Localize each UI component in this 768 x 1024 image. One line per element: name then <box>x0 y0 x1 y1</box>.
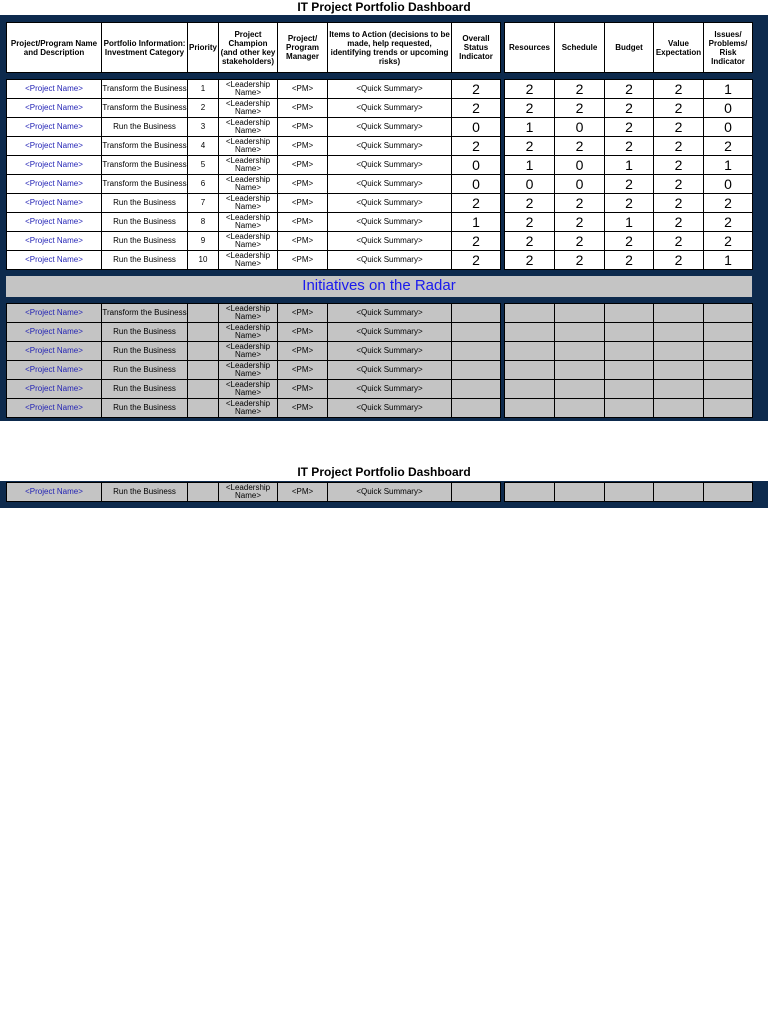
champion: <Leadership Name> <box>219 137 278 156</box>
col-header-value: Value Expectation <box>654 23 704 73</box>
resources-indicator: 2 <box>505 251 555 270</box>
col-header-resources: Resources <box>505 23 555 73</box>
issues-indicator <box>704 380 753 399</box>
project-name[interactable]: <Project Name> <box>7 342 102 361</box>
champion: <Leadership Name> <box>219 80 278 99</box>
overall-status <box>452 342 501 361</box>
program-manager: <PM> <box>278 232 328 251</box>
investment-category: Run the Business <box>102 323 188 342</box>
budget-indicator: 2 <box>605 251 654 270</box>
radar-row <box>7 342 753 361</box>
radar-title: Initiatives on the Radar <box>302 277 456 294</box>
project-name[interactable]: <Project Name> <box>7 399 102 418</box>
priority: 6 <box>188 175 219 194</box>
issues-indicator: 2 <box>704 194 753 213</box>
quick-summary: <Quick Summary> <box>328 137 452 156</box>
schedule-indicator <box>555 483 605 502</box>
issues-indicator: 1 <box>704 251 753 270</box>
budget-indicator: 2 <box>605 118 654 137</box>
value-indicator <box>654 483 704 502</box>
investment-category: Run the Business <box>102 380 188 399</box>
priority <box>188 399 219 418</box>
overall-status: 2 <box>452 194 501 213</box>
priority <box>188 483 219 502</box>
overall-status <box>452 361 501 380</box>
schedule-indicator <box>555 399 605 418</box>
issues-indicator: 2 <box>704 137 753 156</box>
col-header-priority: Priority <box>188 23 219 73</box>
overall-status: 0 <box>452 118 501 137</box>
champion: <Leadership Name> <box>219 342 278 361</box>
quick-summary: <Quick Summary> <box>328 175 452 194</box>
champion: <Leadership Name> <box>219 483 278 502</box>
overall-status: 2 <box>452 137 501 156</box>
overall-status <box>452 380 501 399</box>
priority: 4 <box>188 137 219 156</box>
issues-indicator: 1 <box>704 80 753 99</box>
resources-indicator <box>505 304 555 323</box>
investment-category: Transform the Business <box>102 99 188 118</box>
schedule-indicator <box>555 342 605 361</box>
resources-indicator: 2 <box>505 194 555 213</box>
value-indicator <box>654 342 704 361</box>
schedule-indicator: 2 <box>555 251 605 270</box>
priority <box>188 361 219 380</box>
resources-indicator <box>505 483 555 502</box>
resources-indicator <box>505 342 555 361</box>
radar-row <box>7 304 753 323</box>
program-manager: <PM> <box>278 323 328 342</box>
overall-status <box>452 323 501 342</box>
project-name[interactable]: <Project Name> <box>7 194 102 213</box>
table-row <box>7 213 753 232</box>
investment-category: Run the Business <box>102 361 188 380</box>
issues-indicator <box>704 361 753 380</box>
program-manager: <PM> <box>278 483 328 502</box>
value-indicator: 2 <box>654 137 704 156</box>
issues-indicator: 1 <box>704 156 753 175</box>
priority: 3 <box>188 118 219 137</box>
project-name[interactable]: <Project Name> <box>7 323 102 342</box>
issues-indicator: 0 <box>704 99 753 118</box>
overall-status: 2 <box>452 99 501 118</box>
investment-category: Transform the Business <box>102 137 188 156</box>
champion: <Leadership Name> <box>219 251 278 270</box>
priority <box>188 323 219 342</box>
program-manager: <PM> <box>278 304 328 323</box>
overall-status: 1 <box>452 213 501 232</box>
program-manager: <PM> <box>278 118 328 137</box>
champion: <Leadership Name> <box>219 175 278 194</box>
budget-indicator <box>605 399 654 418</box>
champion: <Leadership Name> <box>219 232 278 251</box>
budget-indicator: 2 <box>605 99 654 118</box>
col-header-overall: Overall Status Indicator <box>452 23 501 73</box>
budget-indicator: 2 <box>605 80 654 99</box>
col-header-category: Portfolio Information: Investment Category <box>102 23 188 73</box>
value-indicator <box>654 399 704 418</box>
champion: <Leadership Name> <box>219 156 278 175</box>
resources-indicator: 2 <box>505 232 555 251</box>
quick-summary: <Quick Summary> <box>328 194 452 213</box>
table-row <box>7 118 753 137</box>
budget-indicator: 1 <box>605 213 654 232</box>
issues-indicator <box>704 399 753 418</box>
project-name[interactable]: <Project Name> <box>7 213 102 232</box>
table-row <box>7 232 753 251</box>
budget-indicator <box>605 483 654 502</box>
champion: <Leadership Name> <box>219 194 278 213</box>
value-indicator: 2 <box>654 232 704 251</box>
value-indicator: 2 <box>654 194 704 213</box>
investment-category: Run the Business <box>102 194 188 213</box>
budget-indicator: 2 <box>605 175 654 194</box>
quick-summary: <Quick Summary> <box>328 80 452 99</box>
project-name[interactable]: <Project Name> <box>7 137 102 156</box>
quick-summary: <Quick Summary> <box>328 361 452 380</box>
schedule-indicator: 2 <box>555 213 605 232</box>
project-name[interactable]: <Project Name> <box>7 483 102 502</box>
overall-status: 2 <box>452 251 501 270</box>
project-name[interactable]: <Project Name> <box>7 304 102 323</box>
budget-indicator <box>605 342 654 361</box>
radar-row <box>7 399 753 418</box>
resources-indicator: 1 <box>505 156 555 175</box>
quick-summary: <Quick Summary> <box>328 99 452 118</box>
table-row <box>7 137 753 156</box>
page-title: IT Project Portfolio Dashboard <box>297 0 471 14</box>
project-name[interactable]: <Project Name> <box>7 361 102 380</box>
overall-status: 2 <box>452 80 501 99</box>
program-manager: <PM> <box>278 380 328 399</box>
value-indicator: 2 <box>654 175 704 194</box>
investment-category: Transform the Business <box>102 304 188 323</box>
budget-indicator: 2 <box>605 194 654 213</box>
radar-table <box>6 303 753 418</box>
champion: <Leadership Name> <box>219 323 278 342</box>
budget-indicator <box>605 323 654 342</box>
resources-indicator <box>505 399 555 418</box>
quick-summary: <Quick Summary> <box>328 213 452 232</box>
schedule-indicator: 0 <box>555 175 605 194</box>
issues-indicator <box>704 323 753 342</box>
priority: 10 <box>188 251 219 270</box>
table-row <box>7 175 753 194</box>
project-name[interactable]: <Project Name> <box>7 251 102 270</box>
project-name[interactable]: <Project Name> <box>7 99 102 118</box>
project-name[interactable]: <Project Name> <box>7 156 102 175</box>
portfolio-table <box>6 22 753 270</box>
quick-summary: <Quick Summary> <box>328 304 452 323</box>
resources-indicator <box>505 380 555 399</box>
priority: 2 <box>188 99 219 118</box>
quick-summary: <Quick Summary> <box>328 399 452 418</box>
radar-row <box>7 483 753 502</box>
overall-status: 2 <box>452 232 501 251</box>
schedule-indicator: 2 <box>555 194 605 213</box>
col-header-actions: Items to Action (decisions to be made, help requested, identifying trends or upcoming risks) <box>328 23 452 73</box>
investment-category: Run the Business <box>102 342 188 361</box>
priority: 9 <box>188 232 219 251</box>
quick-summary: <Quick Summary> <box>328 380 452 399</box>
budget-indicator: 2 <box>605 232 654 251</box>
program-manager: <PM> <box>278 342 328 361</box>
quick-summary: <Quick Summary> <box>328 118 452 137</box>
radar-banner <box>6 276 752 297</box>
value-indicator: 2 <box>654 118 704 137</box>
value-indicator: 2 <box>654 80 704 99</box>
project-name[interactable]: <Project Name> <box>7 175 102 194</box>
project-name[interactable]: <Project Name> <box>7 232 102 251</box>
value-indicator <box>654 304 704 323</box>
budget-indicator <box>605 304 654 323</box>
investment-category: Transform the Business <box>102 156 188 175</box>
champion: <Leadership Name> <box>219 380 278 399</box>
priority: 7 <box>188 194 219 213</box>
radar-row <box>7 380 753 399</box>
resources-indicator: 0 <box>505 175 555 194</box>
schedule-indicator <box>555 380 605 399</box>
second-page-title: IT Project Portfolio Dashboard <box>297 465 471 479</box>
resources-indicator: 2 <box>505 80 555 99</box>
champion: <Leadership Name> <box>219 304 278 323</box>
priority: 5 <box>188 156 219 175</box>
schedule-indicator: 0 <box>555 118 605 137</box>
col-header-budget: Budget <box>605 23 654 73</box>
champion: <Leadership Name> <box>219 361 278 380</box>
quick-summary: <Quick Summary> <box>328 483 452 502</box>
investment-category: Run the Business <box>102 251 188 270</box>
budget-indicator: 1 <box>605 156 654 175</box>
overall-status <box>452 483 501 502</box>
schedule-indicator <box>555 361 605 380</box>
table-row <box>7 99 753 118</box>
quick-summary: <Quick Summary> <box>328 323 452 342</box>
value-indicator <box>654 361 704 380</box>
champion: <Leadership Name> <box>219 399 278 418</box>
investment-category: Run the Business <box>102 483 188 502</box>
issues-indicator: 2 <box>704 232 753 251</box>
col-header-champion: Project Champion (and other key stakeholders) <box>219 23 278 73</box>
schedule-indicator: 2 <box>555 232 605 251</box>
priority: 1 <box>188 80 219 99</box>
investment-category: Transform the Business <box>102 175 188 194</box>
value-indicator: 2 <box>654 99 704 118</box>
resources-indicator <box>505 323 555 342</box>
value-indicator: 2 <box>654 251 704 270</box>
schedule-indicator: 0 <box>555 156 605 175</box>
budget-indicator: 2 <box>605 137 654 156</box>
overall-status: 0 <box>452 175 501 194</box>
value-indicator: 2 <box>654 156 704 175</box>
schedule-indicator <box>555 323 605 342</box>
resources-indicator <box>505 361 555 380</box>
quick-summary: <Quick Summary> <box>328 156 452 175</box>
program-manager: <PM> <box>278 99 328 118</box>
table-row <box>7 251 753 270</box>
resources-indicator: 2 <box>505 99 555 118</box>
program-manager: <PM> <box>278 361 328 380</box>
project-name[interactable]: <Project Name> <box>7 380 102 399</box>
program-manager: <PM> <box>278 80 328 99</box>
program-manager: <PM> <box>278 156 328 175</box>
investment-category: Transform the Business <box>102 80 188 99</box>
quick-summary: <Quick Summary> <box>328 342 452 361</box>
value-indicator <box>654 380 704 399</box>
priority <box>188 342 219 361</box>
row-separator <box>7 73 753 80</box>
resources-indicator: 2 <box>505 137 555 156</box>
investment-category: Run the Business <box>102 213 188 232</box>
program-manager: <PM> <box>278 251 328 270</box>
schedule-indicator: 2 <box>555 80 605 99</box>
champion: <Leadership Name> <box>219 118 278 137</box>
budget-indicator <box>605 380 654 399</box>
priority <box>188 380 219 399</box>
project-name[interactable]: <Project Name> <box>7 118 102 137</box>
issues-indicator: 0 <box>704 118 753 137</box>
schedule-indicator <box>555 304 605 323</box>
value-indicator <box>654 323 704 342</box>
schedule-indicator: 2 <box>555 137 605 156</box>
col-header-manager: Project/ Program Manager <box>278 23 328 73</box>
budget-indicator <box>605 361 654 380</box>
second-radar-table <box>6 482 753 502</box>
priority: 8 <box>188 213 219 232</box>
overall-status <box>452 399 501 418</box>
overall-status: 0 <box>452 156 501 175</box>
priority <box>188 304 219 323</box>
issues-indicator: 2 <box>704 213 753 232</box>
overall-status <box>452 304 501 323</box>
table-row <box>7 156 753 175</box>
schedule-indicator: 2 <box>555 99 605 118</box>
quick-summary: <Quick Summary> <box>328 251 452 270</box>
champion: <Leadership Name> <box>219 99 278 118</box>
table-row <box>7 194 753 213</box>
quick-summary: <Quick Summary> <box>328 232 452 251</box>
project-name[interactable]: <Project Name> <box>7 80 102 99</box>
champion: <Leadership Name> <box>219 213 278 232</box>
issues-indicator: 0 <box>704 175 753 194</box>
program-manager: <PM> <box>278 399 328 418</box>
issues-indicator <box>704 483 753 502</box>
program-manager: <PM> <box>278 194 328 213</box>
investment-category: Run the Business <box>102 399 188 418</box>
investment-category: Run the Business <box>102 232 188 251</box>
col-header-schedule: Schedule <box>555 23 605 73</box>
col-header-name: Project/Program Name and Description <box>7 23 102 73</box>
radar-row <box>7 361 753 380</box>
issues-indicator <box>704 342 753 361</box>
program-manager: <PM> <box>278 175 328 194</box>
investment-category: Run the Business <box>102 118 188 137</box>
issues-indicator <box>704 304 753 323</box>
value-indicator: 2 <box>654 213 704 232</box>
program-manager: <PM> <box>278 213 328 232</box>
program-manager: <PM> <box>278 137 328 156</box>
table-row <box>7 80 753 99</box>
col-header-issues: Issues/ Problems/ Risk Indicator <box>704 23 753 73</box>
resources-indicator: 1 <box>505 118 555 137</box>
radar-row <box>7 323 753 342</box>
resources-indicator: 2 <box>505 213 555 232</box>
